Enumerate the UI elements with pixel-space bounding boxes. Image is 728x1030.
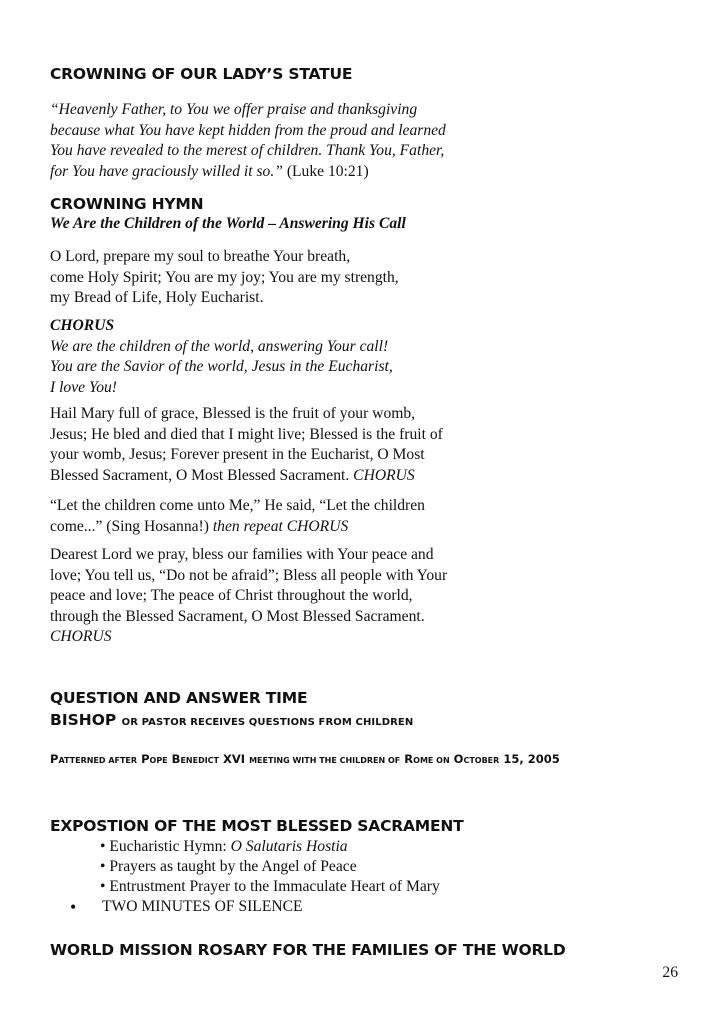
verse-line: Hail Mary full of grace, Blessed is the fruit of your womb, <box>50 405 416 422</box>
sc-rest: CTOBER <box>463 756 500 765</box>
sc-cap: 15, 2005 <box>503 752 560 766</box>
verse-line: Jesus; He bled and died that I might live; Blessed is the fruit of <box>50 425 443 443</box>
hymn-verse-2 <box>50 404 700 486</box>
hymn-verse-4 <box>50 545 700 648</box>
quote-line: “Heavenly Father, to You we offer praise and thanksgiving <box>50 101 418 118</box>
verse-line: come Holy Spirit; You are my joy; You are my strength, <box>50 268 399 286</box>
list-item <box>50 857 700 877</box>
repeat-chorus-note: then repeat CHORUS <box>212 517 349 535</box>
sc-rest: OME ON <box>413 756 450 765</box>
section-heading-exposition: EXPOSTION OF THE MOST BLESSED SACRAMENT <box>50 817 464 835</box>
list-item-text: • Prayers as taught by the Angel of Peace <box>100 858 357 875</box>
list-item-silence <box>50 897 700 917</box>
hymn-verse-3 <box>50 496 700 537</box>
verse-last-line <box>50 466 700 487</box>
hymn-name: O Salutaris Hostia <box>230 838 348 855</box>
section-heading-question-answer: QUESTION AND ANSWER TIME <box>50 689 308 707</box>
sc-rest: OPE <box>149 756 168 765</box>
sc-cap: XVI <box>223 752 246 766</box>
verse-last-line <box>50 517 700 538</box>
list-item-text: • Eucharistic Hymn: <box>100 838 231 855</box>
list-item-text: TWO MINUTES OF SILENCE <box>102 898 303 915</box>
quote-citation: (Luke 10:21) <box>286 162 369 180</box>
chorus-ref: CHORUS <box>50 628 112 645</box>
list-item <box>50 837 700 857</box>
sc-rest: ATTERNED AFTER <box>58 756 138 765</box>
list-item <box>50 877 700 897</box>
hymn-chorus <box>50 316 700 398</box>
chorus-line: I love You! <box>50 378 117 396</box>
list-item-text: • Entrustment Prayer to the Immaculate Heart of Mary <box>100 878 440 895</box>
quote-line: You have revealed to the merest of children. Thank You, Father, <box>50 142 445 159</box>
sc-cap: O <box>453 752 464 766</box>
sc-rest: MEETING WITH THE CHILDREN OF <box>249 756 401 765</box>
chorus-ref: CHORUS <box>353 466 415 484</box>
sc-cap: R <box>404 752 414 766</box>
sc-cap: B <box>171 752 181 766</box>
verse-line: my Bread of Life, Holy Eucharist. <box>50 289 264 306</box>
hymn-verse-1 <box>50 247 700 309</box>
section-heading-crowning-statue: CROWNING OF OUR LADY’S STATUE <box>50 65 353 83</box>
luke-quote <box>50 100 700 182</box>
page-number: 26 <box>662 964 678 981</box>
patterned-note <box>50 750 700 770</box>
chorus-line: You are the Savior of the world, Jesus in the Eucharist, <box>50 358 393 375</box>
chorus-line: We are the children of the world, answering Your call! <box>50 337 389 355</box>
verse-line: Blessed Sacrament, O Most Blessed Sacrament. <box>50 466 350 484</box>
verse-line: Dearest Lord we pray, bless our families with Your peace and <box>50 546 434 563</box>
verse-line: your womb, Jesus; Forever present in the Eucharist, O Most <box>50 446 425 463</box>
sc-cap: P <box>50 752 59 766</box>
quote-line: for You have graciously willed it so.” <box>50 162 283 180</box>
qa-sub-big: BISHOP <box>50 711 117 729</box>
hymn-title: We Are the Children of the World – Answering His Call <box>50 215 406 232</box>
verse-line: peace and love; The peace of Christ throughout the world, <box>50 587 413 604</box>
bullet-dot: • <box>70 897 77 917</box>
section-heading-world-mission-rosary: WORLD MISSION ROSARY FOR THE FAMILIES OF THE WORLD <box>50 941 566 959</box>
verse-line: love; You tell us, “Do not be afraid”; Bless all people with Your <box>50 566 448 584</box>
qa-sub-small: OR PASTOR RECEIVES QUESTIONS FROM CHILDREN <box>121 717 414 728</box>
section-heading-crowning-hymn: CROWNING HYMN <box>50 195 204 213</box>
quote-last-line <box>50 162 700 183</box>
verse-line: come...” (Sing Hosanna!) <box>50 517 209 535</box>
verse-line: O Lord, prepare my soul to breathe Your breath, <box>50 248 351 265</box>
sc-rest: ENEDICT <box>180 756 220 765</box>
sc-cap: P <box>141 752 150 766</box>
chorus-label: CHORUS <box>50 317 115 334</box>
exposition-list <box>50 837 700 917</box>
verse-line: “Let the children come unto Me,” He said, “Let the children <box>50 497 425 514</box>
quote-line: because what You have kept hidden from the proud and learned <box>50 121 446 139</box>
qa-subheading <box>50 710 700 733</box>
verse-line: through the Blessed Sacrament, O Most Blessed Sacrament. <box>50 607 425 625</box>
